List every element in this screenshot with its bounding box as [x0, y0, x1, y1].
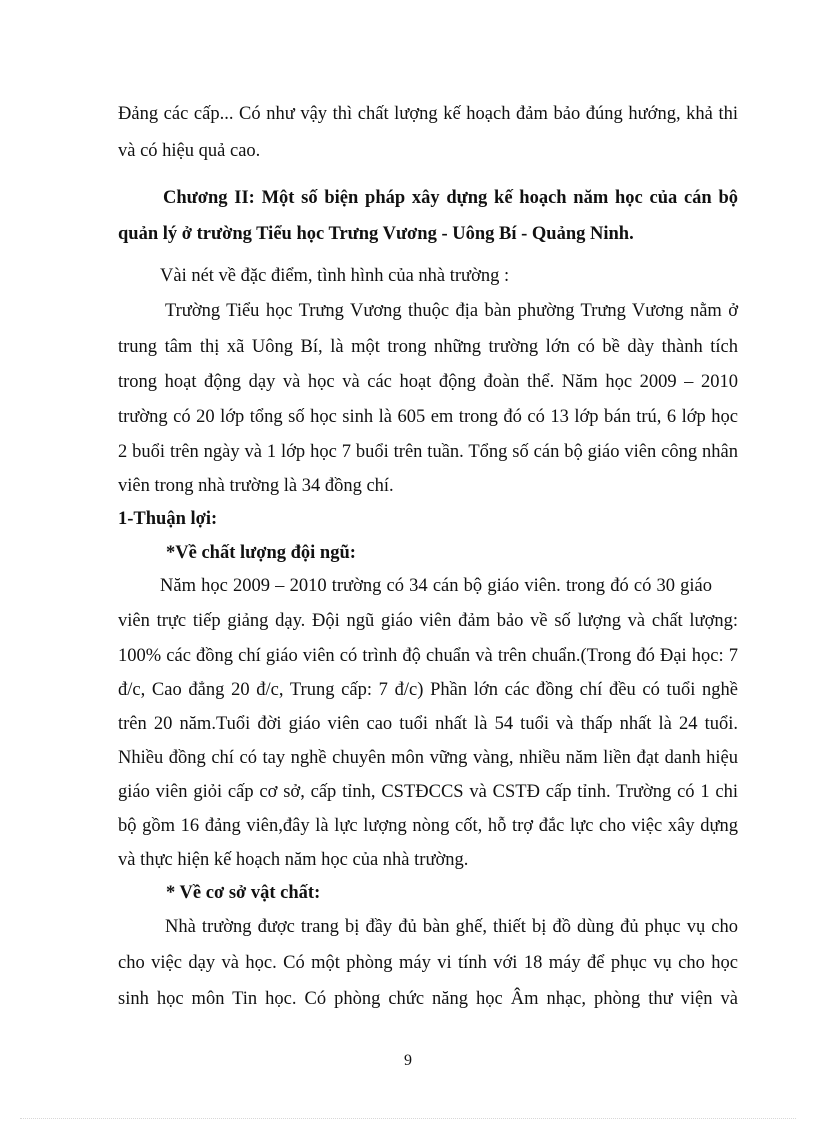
paragraph-line: viên trực tiếp giảng dạy. Đội ngũ giáo viên đảm bảo về số lượng và chất lượng:: [118, 611, 738, 631]
paragraph-line: và có hiệu quả cao.: [118, 141, 261, 161]
section-heading: 1-Thuận lợi:: [118, 509, 218, 529]
paragraph-line: Nhà trường được trang bị đầy đủ bàn ghế, thiết bị đồ dùng đủ phục vụ cho: [165, 917, 738, 937]
paragraph-line: viên trong nhà trường là 34 đồng chí.: [118, 476, 394, 496]
paragraph-line: trung tâm thị xã Uông Bí, là một trong những trường lớn có bề dày thành tích: [118, 337, 738, 357]
paragraph-line: 2 buổi trên ngày và 1 lớp học 7 buổi trên tuần. Tổng số cán bộ giáo viên công nhân: [118, 442, 738, 462]
chapter-heading: quản lý ở trường Tiểu học Trưng Vương - Uông Bí - Quảng Ninh.: [118, 224, 634, 244]
paragraph-line: bộ gồm 16 đảng viên,đây là lực lượng nòng cốt, hỗ trợ đắc lực cho việc xây dựng: [118, 816, 738, 836]
paragraph-line: trong hoạt động dạy và học và các hoạt động đoàn thể. Năm học 2009 – 2010: [118, 372, 738, 392]
paragraph-line: trên 20 năm.Tuổi đời giáo viên cao tuổi nhất là 54 tuổi và thấp nhất là 24 tuổi.: [118, 714, 738, 734]
page-bottom-rule: [20, 1118, 796, 1119]
paragraph-line: và thực hiện kế hoạch năm học của nhà trường.: [118, 850, 469, 870]
subsection-heading: *Về chất lượng đội ngũ:: [166, 543, 356, 563]
page-number: 9: [404, 1052, 412, 1069]
paragraph-line: Trường Tiểu học Trưng Vương thuộc địa bàn phường Trưng Vương nằm ở: [165, 301, 738, 321]
paragraph-line: trường có 20 lớp tổng số học sinh là 605 em trong đó có 13 lớp bán trú, 6 lớp học: [118, 407, 738, 427]
paragraph-line: Đảng các cấp... Có như vậy thì chất lượng kế hoạch đảm bảo đúng hướng, khả thi: [118, 104, 738, 124]
paragraph-line: Nhiều đồng chí có tay nghề chuyên môn vững vàng, nhiều năm liền đạt danh hiệu: [118, 748, 738, 768]
chapter-heading: Chương II: Một số biện pháp xây dựng kế hoạch năm học của cán bộ: [163, 188, 738, 208]
paragraph-line: sinh học môn Tin học. Có phòng chức năng học Âm nhạc, phòng thư viện và: [118, 989, 738, 1009]
paragraph-line: đ/c, Cao đẳng 20 đ/c, Trung cấp: 7 đ/c) Phần lớn các đồng chí đều có tuổi nghề: [118, 680, 738, 700]
section-intro: Vài nét về đặc điểm, tình hình của nhà trường :: [160, 266, 510, 286]
paragraph-line: Năm học 2009 – 2010 trường có 34 cán bộ giáo viên. trong đó có 30 giáo: [160, 576, 712, 596]
paragraph-line: cho việc dạy và học. Có một phòng máy vi tính với 18 máy để phục vụ cho học: [118, 953, 738, 973]
paragraph-line: 100% các đồng chí giáo viên có trình độ chuẩn và trên chuẩn.(Trong đó Đại học: 7: [118, 646, 738, 666]
paragraph-line: giáo viên giỏi cấp cơ sở, cấp tỉnh, CSTĐCCS và CSTĐ cấp tỉnh. Trường có 1 chi: [118, 782, 738, 802]
subsection-heading: * Về cơ sở vật chất:: [166, 883, 321, 903]
